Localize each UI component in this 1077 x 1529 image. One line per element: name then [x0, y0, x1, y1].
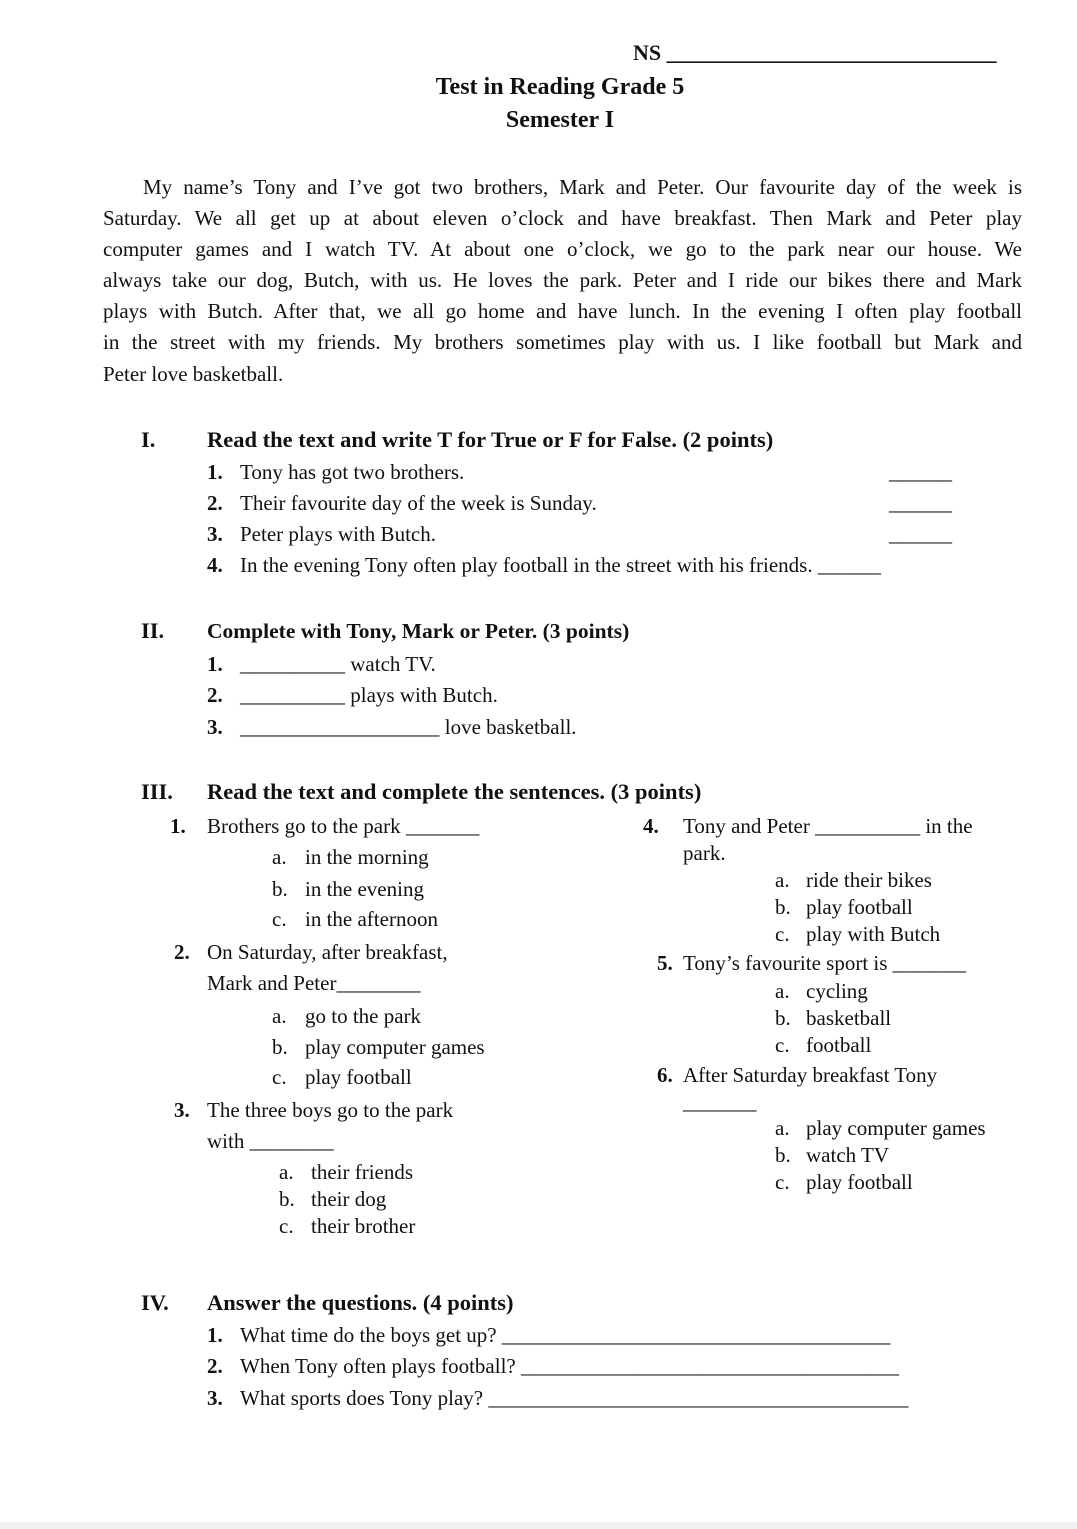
name-field[interactable]: NS ______________________________: [633, 40, 997, 65]
item-text[interactable]: When Tony often plays football? ____________________________________: [240, 1354, 899, 1378]
answer-blank[interactable]: ______: [889, 460, 952, 484]
option-letter: a.: [775, 979, 790, 1003]
option-text[interactable]: their dog: [311, 1187, 387, 1211]
option-text[interactable]: basketball: [806, 1006, 892, 1030]
item-number: 1.: [207, 1323, 223, 1347]
item-text: Peter plays with Butch.: [240, 522, 436, 546]
item-number: 1.: [207, 460, 223, 484]
option-letter: a.: [272, 845, 287, 869]
question-number: 5.: [657, 951, 673, 975]
item-text[interactable]: What sports does Tony play? ________________________________________: [240, 1386, 909, 1410]
option-letter: c.: [775, 1033, 790, 1057]
question-text: Mark and Peter________: [207, 971, 421, 995]
option-letter: a.: [279, 1160, 294, 1184]
option-letter: b.: [775, 895, 791, 919]
question-text: The three boys go to the park: [207, 1098, 454, 1122]
answer-blank[interactable]: ______: [889, 491, 952, 515]
page-title: Test in Reading Grade 5: [435, 74, 685, 100]
passage-line: in the street with my friends. My brothers sometimes play with us. I like football but Mark and: [103, 330, 1022, 354]
option-letter: c.: [272, 1065, 287, 1089]
option-letter: c.: [279, 1214, 294, 1238]
section-heading: Complete with Tony, Mark or Peter. (3 points): [207, 619, 630, 643]
option-text[interactable]: ride their bikes: [806, 868, 932, 892]
option-text[interactable]: their friends: [311, 1160, 414, 1184]
passage-line: Peter love basketball.: [103, 362, 284, 386]
question-number: 4.: [643, 814, 659, 838]
option-text[interactable]: in the morning: [305, 845, 429, 869]
section-heading: Read the text and write T for True or F for False. (2 points): [207, 427, 774, 452]
option-text[interactable]: in the evening: [305, 877, 424, 901]
page-bottom-edge: [0, 1522, 1077, 1529]
item-number: 3.: [207, 715, 223, 739]
question-number: 3.: [174, 1098, 190, 1122]
section-numeral: IV.: [141, 1290, 169, 1315]
question-text: with ________: [207, 1129, 334, 1153]
question-text: Brothers go to the park _______: [207, 814, 480, 838]
item-number: 4.: [207, 553, 223, 577]
section-heading: Read the text and complete the sentences. (3 points): [207, 779, 702, 804]
question-number: 2.: [174, 940, 190, 964]
section-numeral: II.: [141, 618, 165, 643]
passage-line: computer games and I watch TV. At about one o’clock, we go to the park near our house. We: [103, 237, 1022, 261]
option-text[interactable]: play with Butch: [806, 922, 941, 946]
option-letter: b.: [775, 1006, 791, 1030]
option-letter: c.: [775, 1170, 790, 1194]
option-letter: a.: [775, 1116, 790, 1140]
answer-blank[interactable]: _______: [683, 1090, 757, 1114]
item-number: 1.: [207, 652, 223, 676]
item-text: In the evening Tony often play football in the street with his friends. ______: [240, 553, 881, 577]
option-text[interactable]: watch TV: [806, 1143, 890, 1167]
passage-line: plays with Butch. After that, we all go home and have lunch. In the evening I often play football: [103, 299, 1022, 323]
option-letter: b.: [775, 1143, 791, 1167]
option-text[interactable]: go to the park: [305, 1004, 422, 1028]
item-number: 2.: [207, 491, 223, 515]
option-letter: c.: [272, 907, 287, 931]
option-text[interactable]: play computer games: [806, 1116, 986, 1140]
option-text[interactable]: their brother: [311, 1214, 416, 1238]
passage-line: My name’s Tony and I’ve got two brothers, Mark and Peter. Our favourite day of the week is: [143, 175, 1022, 199]
section-heading: Answer the questions. (4 points): [207, 1290, 514, 1315]
option-letter: b.: [279, 1187, 295, 1211]
passage-line: always take our dog, Butch, with us. He loves the park. Peter and I ride our bikes there and Mark: [103, 268, 1022, 292]
item-number: 3.: [207, 1386, 223, 1410]
item-number: 3.: [207, 522, 223, 546]
question-text: After Saturday breakfast Tony: [683, 1063, 938, 1087]
item-text: __________ plays with Butch.: [240, 683, 498, 707]
option-text[interactable]: play football: [806, 895, 913, 919]
option-text[interactable]: football: [806, 1033, 872, 1057]
option-text[interactable]: play computer games: [305, 1035, 485, 1059]
section-numeral: I.: [141, 427, 156, 452]
item-text: Their favourite day of the week is Sunday.: [240, 491, 597, 515]
item-text: __________ watch TV.: [240, 652, 436, 676]
page-subtitle: Semester I: [505, 107, 615, 133]
option-text[interactable]: cycling: [806, 979, 868, 1003]
item-text[interactable]: What time do the boys get up? _____________________________________: [240, 1323, 891, 1347]
question-number: 1.: [170, 814, 186, 838]
option-letter: b.: [272, 877, 288, 901]
section-numeral: III.: [141, 779, 173, 804]
option-letter: a.: [775, 868, 790, 892]
option-letter: a.: [272, 1004, 287, 1028]
option-text[interactable]: in the afternoon: [305, 907, 438, 931]
passage-line: Saturday. We all get up at about eleven o’clock and have breakfast. Then Mark and Peter play: [103, 206, 1022, 230]
item-number: 2.: [207, 1354, 223, 1378]
option-text[interactable]: play football: [305, 1065, 412, 1089]
question-text: park.: [683, 841, 726, 865]
option-text[interactable]: play football: [806, 1170, 913, 1194]
item-text: ___________________ love basketball.: [240, 715, 577, 739]
item-number: 2.: [207, 683, 223, 707]
option-letter: c.: [775, 922, 790, 946]
option-letter: b.: [272, 1035, 288, 1059]
answer-blank[interactable]: ______: [889, 522, 952, 546]
item-text: Tony has got two brothers.: [240, 460, 465, 484]
question-number: 6.: [657, 1063, 673, 1087]
question-text: On Saturday, after breakfast,: [207, 940, 448, 964]
question-text: Tony’s favourite sport is _______: [683, 951, 967, 975]
question-text: Tony and Peter __________ in the: [683, 814, 973, 838]
